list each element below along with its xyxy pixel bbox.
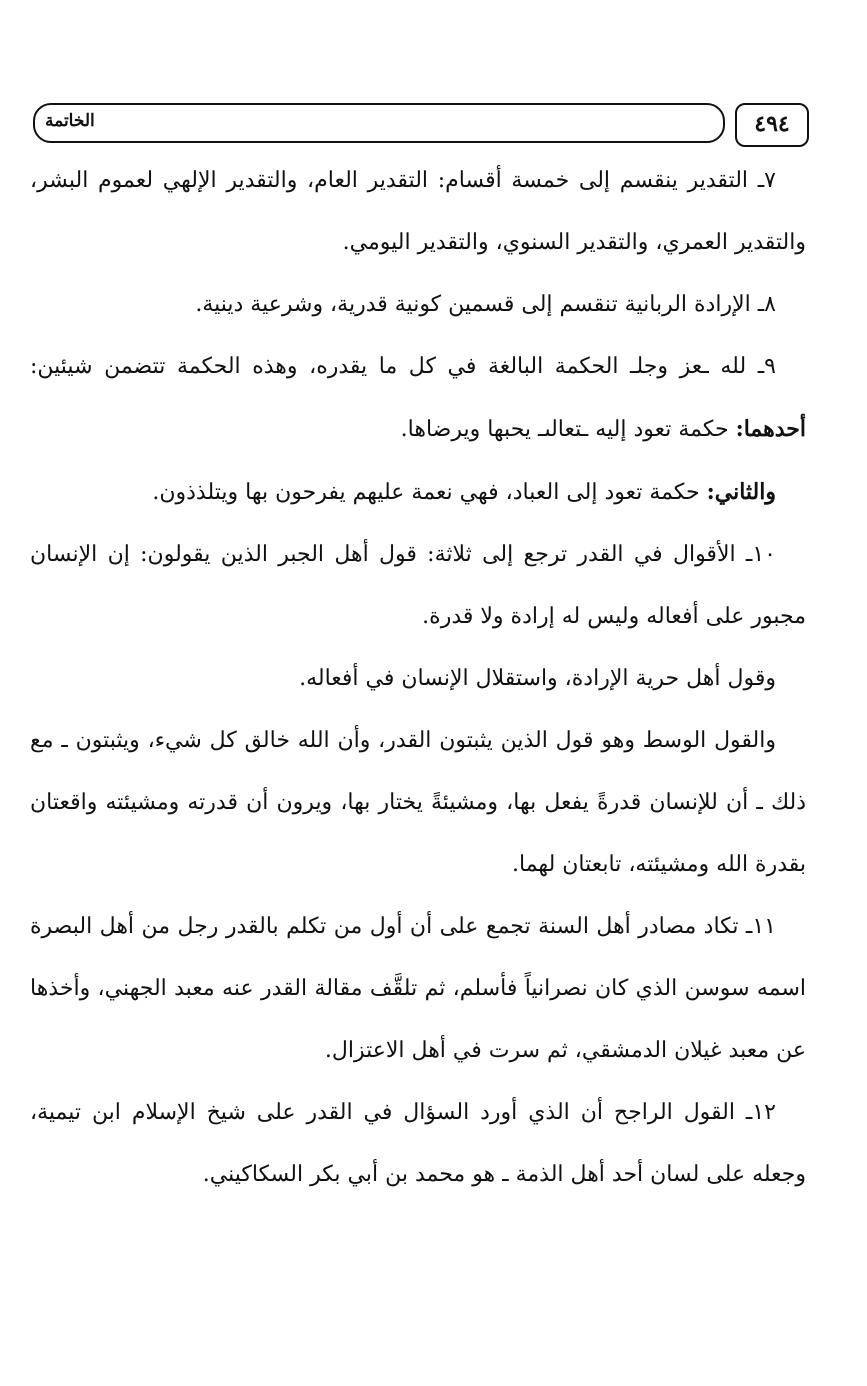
page-number-frame — [735, 103, 809, 147]
paragraph-7 — [30, 150, 806, 274]
paragraph-9-second — [30, 461, 806, 524]
paragraph-10 — [30, 524, 806, 648]
paragraph-8 — [30, 274, 806, 336]
page-header — [33, 103, 809, 147]
page-body — [30, 150, 806, 1206]
paragraph-bold-prefix: أحدهما: — [735, 416, 806, 442]
paragraph-text: ١١ـ تكاد مصادر أهل السنة تجمع على أن أول من تكلم بالقدر رجل من أهل البصرة اسمه سوسن الذي كان نصرانياً فأسلم، ثم تلقَّف مقالة القدر عنه معبد الجهني، وأخذها عن معبد غيلان الدمشقي، ثم سرت في أهل الاعتزال. — [30, 914, 806, 1063]
paragraph-10-second — [30, 648, 806, 710]
paragraph-11 — [30, 896, 806, 1082]
paragraph-text: والقول الوسط وهو قول الذين يثبتون القدر، وأن الله خالق كل شيء، ويثبتون ـ مع ذلك ـ أن للإنسان قدرةً يفعل بها، ومشيئةً يختار بها، ويرون أن قدرته ومشيئته واقعتان بقدرة الله ومشيئته، تابعتان لهما. — [30, 728, 806, 877]
chapter-title: الخاتمة — [45, 111, 95, 131]
paragraph-12 — [30, 1082, 806, 1206]
paragraph-text: ٨ـ الإرادة الربانية تنقسم إلى قسمين كونية قدرية، وشرعية دينية. — [195, 292, 776, 317]
paragraph-text: ١٢ـ القول الراجح أن الذي أورد السؤال في القدر على شيخ الإسلام ابن تيمية، وجعله على لسان أحد أهل الذمة ـ هو محمد بن أبي بكر السكاكيني. — [30, 1100, 806, 1187]
paragraph-9 — [30, 336, 806, 461]
paragraph-text: ٧ـ التقدير ينقسم إلى خمسة أقسام: التقدير العام، والتقدير الإلهي لعموم البشر، والتقدير العمري، والتقدير السنوي، والتقدير اليومي. — [30, 168, 806, 255]
paragraph-text: ٩ـ لله ـعز وجلـ الحكمة البالغة في كل ما يقدره، وهذه الحكمة تتضمن شيئين: — [30, 354, 776, 379]
paragraph-text: ١٠ـ الأقوال في القدر ترجع إلى ثلاثة: قول أهل الجبر الذين يقولون: إن الإنسان مجبور على أفعاله وليس له إرادة ولا قدرة. — [30, 542, 806, 629]
page-number: ٤٩٤ — [754, 111, 790, 137]
paragraph-bold-prefix: والثاني: — [706, 479, 776, 505]
paragraph-text: حكمة تعود إليه ـتعالىـ يحبها ويرضاها. — [400, 417, 736, 442]
paragraph-10-third — [30, 710, 806, 896]
chapter-title-frame — [33, 103, 725, 143]
paragraph-text: وقول أهل حرية الإرادة، واستقلال الإنسان في أفعاله. — [299, 666, 776, 691]
paragraph-text: حكمة تعود إلى العباد، فهي نعمة عليهم يفرحون بها ويتلذذون. — [152, 480, 707, 505]
